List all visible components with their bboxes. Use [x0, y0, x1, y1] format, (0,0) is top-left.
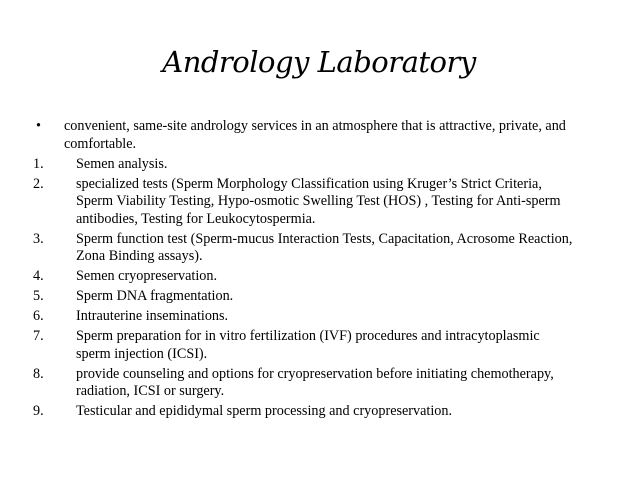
bullet-marker: •	[36, 118, 41, 134]
content-list	[0, 118, 638, 423]
list-item-text: Sperm DNA fragmentation.	[76, 288, 234, 304]
slide-title: Andrology Laboratory	[162, 45, 476, 79]
list-item	[0, 366, 638, 401]
list-item-text: Intrauterine inseminations.	[76, 308, 229, 324]
list-item	[0, 308, 638, 326]
list-item-text: convenient, same-site andrology services in an atmosphere that is attractive, private, and comfortable.	[64, 118, 566, 152]
list-item-text: specialized tests (Sperm Morphology Classification using Kruger’s Strict Criteria, Sperm Viability Testing, Hypo-osmotic Swelling Test (HOS) , Testing for Anti-sperm antibodies, Testing for Leukocytospermia.	[76, 175, 561, 227]
list-item-text: Sperm preparation for in vitro fertilization (IVF) procedures and intracytoplasmic sperm injection (ICSI).	[76, 328, 540, 362]
list-item	[0, 268, 638, 286]
list-item-number: 6.	[33, 308, 44, 324]
list-item	[0, 328, 638, 363]
list-item-number: 4.	[33, 268, 44, 284]
list-item	[0, 288, 638, 306]
list-item	[0, 231, 638, 266]
list-item-number: 3.	[33, 230, 44, 247]
list-item	[0, 403, 638, 421]
list-item-text: Testicular and epididymal sperm processing and cryopreservation.	[76, 403, 453, 419]
list-item	[0, 156, 638, 174]
list-item-number: 2.	[33, 175, 44, 192]
list-item-number: 9.	[33, 403, 44, 419]
list-item-text: Semen cryopreservation.	[76, 268, 218, 284]
list-item-text: provide counseling and options for cryopreservation before initiating chemotherapy, radiation, ICSI or surgery.	[76, 365, 554, 399]
list-item-text: Semen analysis.	[76, 155, 168, 172]
list-item-text: Sperm function test (Sperm-mucus Interaction Tests, Capacitation, Acrosome Reaction, Zona Binding assays).	[76, 230, 573, 264]
list-item-bullet	[0, 118, 638, 153]
list-item-number: 1.	[33, 155, 44, 172]
list-item	[0, 176, 638, 229]
list-item-number: 5.	[33, 288, 44, 304]
list-item-number: 7.	[33, 328, 44, 344]
list-item-number: 8.	[33, 365, 44, 382]
